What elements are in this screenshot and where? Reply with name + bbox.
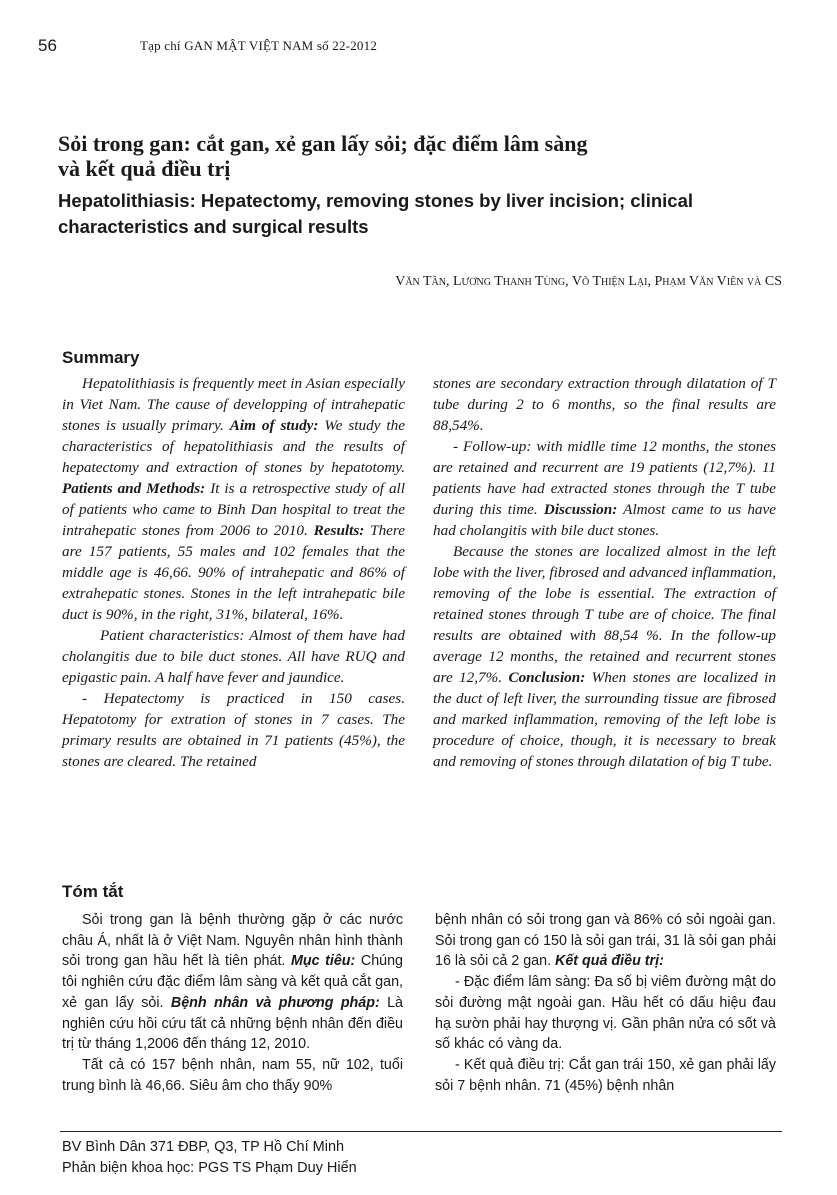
title-vietnamese	[58, 131, 818, 181]
title-en-line-1: Hepatolithiasis: Hepatectomy, removing stones by liver incision; clinical	[58, 190, 693, 211]
conclusion-label: Conclusion:	[508, 669, 586, 686]
discussion-label: Discussion:	[543, 501, 618, 518]
aim-label: Aim of study:	[229, 417, 319, 434]
summary-left-column	[62, 373, 405, 772]
footnote-affiliation: BV Bình Dân 371 ĐBP, Q3, TP Hồ Chí Minh	[62, 1139, 345, 1155]
page-number: 56	[38, 36, 57, 55]
tomtat-heading: Tóm tắt	[62, 882, 124, 901]
summary-paragraph: Hepatolithiasis is frequently meet in Asian especially in Viet Nam. The cause of developping of intrahepatic stones is usually primary. Aim of study: We study the characteristics of hepatolithiasis and the results of hepatectomy and extraction of stones by hepatotomy. Patients and Methods: It is a retrospective study of all of patients who came to Binh Dan hospital to treat the intrahepatic stones from 2006 to 2010. Results: There are 157 patients, 55 males and 102 females that the middle age is 46,66. 90% of intrahepatic and 86% of extrahepatic stones. Stones in the left intrahepatic bile duct is 90%, in the right, 31%, bilateral, 16%.	[62, 375, 405, 623]
tomtat-left-column	[62, 910, 403, 1096]
tomtat-paragraph: - Đặc điểm lâm sàng: Đa số bị viêm đường mật do sỏi đường mật ngoài gan. Hầu hết có dấu hiệu đau hạ sườn phải hay thượng vị. Gần phân nửa có sốt và số khác có vàng da.	[435, 974, 776, 1053]
summary-paragraph: - Follow-up: with midlle time 12 months, the stones are retained and recurrent are 19 patients (12,7%). 11 patients have had extracted stones through the T tube during this time. Discussion: Almost came to us have had cholangitis with bile duct stones.	[433, 438, 776, 539]
summary-paragraph: - Hepatectomy is practiced in 150 cases. Hepatotomy for extration of stones in 7 cases. The primary results are obtained in 71 patients (45%), the stones are cleared. The retained	[62, 690, 405, 770]
running-title: Tạp chí GAN MẬT VIỆT NAM số 22-2012	[140, 38, 378, 53]
title-english	[58, 188, 818, 240]
phuongphap-label: Bệnh nhân và phương pháp:	[170, 994, 380, 1011]
summary-paragraph: stones are secondary extraction through dilatation of T tube during 2 to 6 months, so the final results are 88,54%.	[433, 375, 776, 434]
title-vi-line-1: Sỏi trong gan: cắt gan, xẻ gan lấy sỏi; đặc điểm lâm sàng	[58, 131, 588, 156]
title-vi-line-2: và kết quả điều trị	[58, 156, 231, 181]
title-en-line-2: characteristics and surgical results	[58, 216, 369, 237]
tomtat-paragraph: - Kết quả điều trị: Cắt gan trái 150, xẻ gan phải lấy sỏi 7 bệnh nhân. 71 (45%) bệnh nhân	[435, 1056, 776, 1094]
summary-paragraph: Patient characteristics: Almost of them have had cholangitis due to bile duct stones. All have RUQ and epigastic pain. A half have fever and jaundice.	[62, 627, 405, 686]
summary-heading: Summary	[62, 348, 140, 367]
tomtat-paragraph: Tất cả có 157 bệnh nhân, nam 55, nữ 102, tuổi trung bình là 46,66. Siêu âm cho thấy 90%	[62, 1056, 403, 1094]
summary-right-column	[433, 373, 776, 772]
tomtat-right-column	[435, 910, 776, 1096]
summary-paragraph: Because the stones are localized almost in the left lobe with the liver, fibrosed and advanced inflammation, removing of the lobe is essential. The extraction of retained stones through T tube are of choice. The final results are obtained with 88,54 %. In the follow-up average 12 months, the retained and recurrent stones are 12,7%. Conclusion: When stones are localized in the duct of left liver, the surrounding tissue are fibrosed and marked inflammation, removing of the left lobe is procedure of choice, though, it is necessary to break and removing of stones through dilatation of big T tube.	[433, 543, 776, 770]
muctieu-label: Mục tiêu:	[290, 953, 356, 970]
authors: Văn Tần, Lương Thanh Tùng, Võ Thiện Lại, Phạm Văn Viên và CS	[395, 274, 782, 289]
ketqua-label: Kết quả điều trị:	[555, 953, 664, 970]
footnote-reviewer: Phản biện khoa học: PGS TS Phạm Duy Hiển	[62, 1160, 357, 1176]
methods-label: Patients and Methods:	[62, 480, 206, 497]
tomtat-paragraph: bệnh nhân có sỏi trong gan và 86% có sỏi ngoài gan. Sỏi trong gan có 150 là sỏi gan trái, 31 là sỏi gan phải 16 là sỏi cả 2 gan. Kết quả điều trị:	[435, 912, 776, 970]
footnote-divider	[60, 1131, 782, 1132]
tomtat-paragraph: Sỏi trong gan là bệnh thường gặp ở các nước châu Á, nhất là ở Việt Nam. Nguyên nhân hình thành sỏi trong gan hầu hết là tiên phát. Mục tiêu: Chúng tôi nghiên cứu đặc điểm lâm sàng và kết quả cắt gan, xẻ gan lấy sỏi. Bệnh nhân và phương pháp: Là nghiên cứu hồi cứu tất cả những bệnh nhân đến điều trị từ tháng 1,2006 đến tháng 12, 2010.	[62, 912, 404, 1053]
results-label: Results:	[313, 522, 365, 539]
